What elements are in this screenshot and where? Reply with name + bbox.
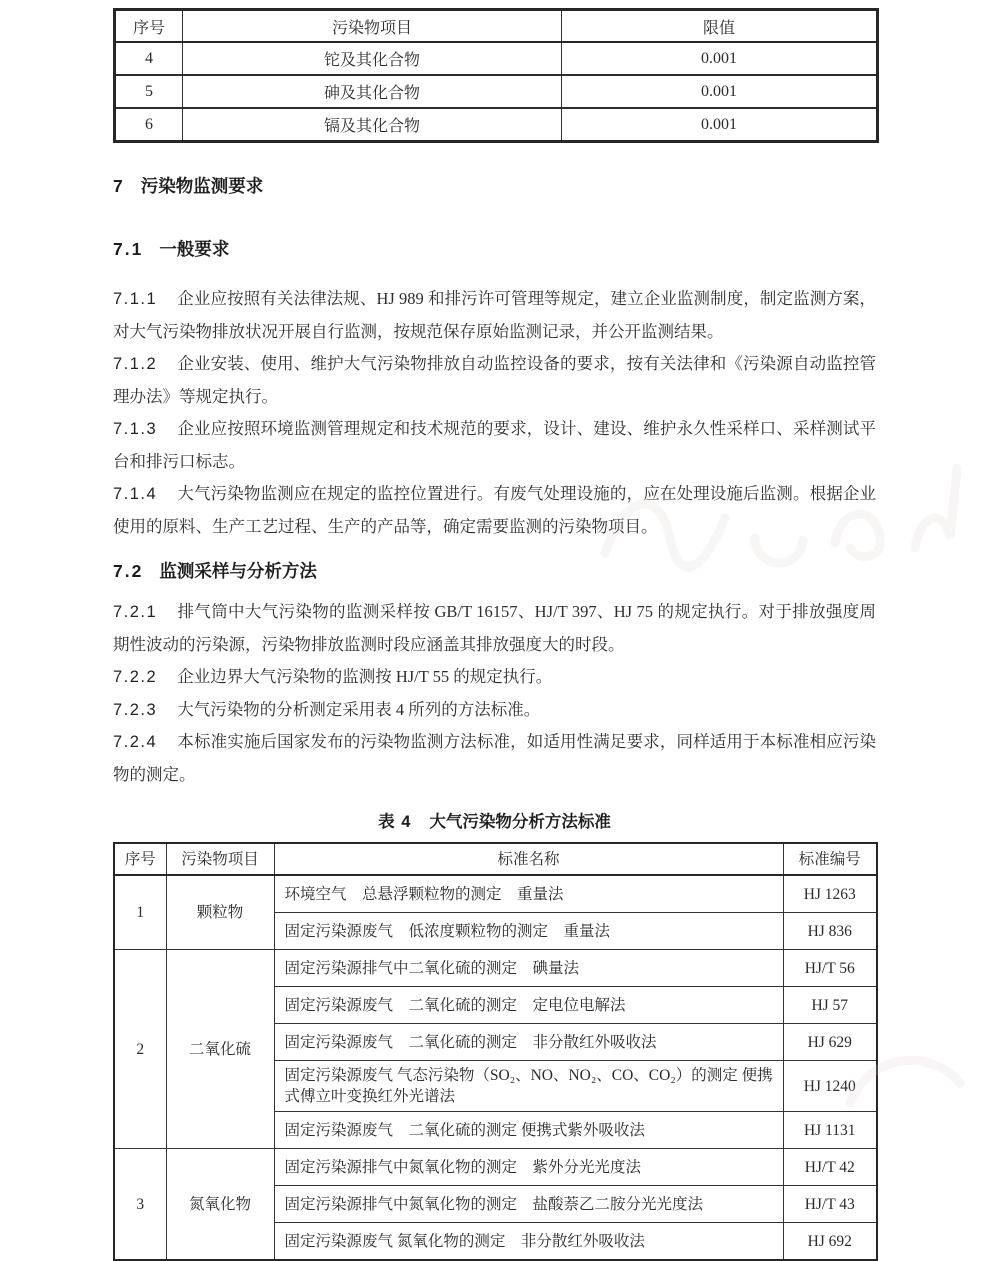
cell-standard-name: 固定污染源排气中氮氧化物的测定 盐酸萘乙二胺分光光度法 [274,1186,783,1223]
clause-text: 大气污染物的分析测定采用表 4 所列的方法标准。 [177,699,541,719]
col-header-no: 序号 [115,10,183,43]
clause-number: 7.1.1 [113,290,158,308]
clause-7-2-4 [113,726,876,791]
section-title: 监测采样与分析方法 [159,561,317,581]
cell-no: 6 [115,108,183,142]
table-row [115,108,878,142]
document-page [0,8,991,1250]
cell-standard-name: 固定污染源废气 低浓度颗粒物的测定 重量法 [274,913,783,950]
methods-header-row [114,843,877,875]
cell-standard-name: 固定污染源废气 二氧化硫的测定 定电位电解法 [274,987,783,1024]
clause-7-1-3 [113,413,876,478]
cell-no: 3 [114,1149,166,1261]
cell-limit: 0.001 [562,75,878,108]
section-number: 7 [113,176,125,196]
cell-standard-code: HJ 1240 [783,1061,877,1112]
col-header-limit: 限值 [562,10,878,43]
clause-text: 企业应按照环境监测管理规定和技术规范的要求，设计、建设、维护永久性采样口、采样测试平台和排污口标志。 [113,419,876,471]
cell-limit: 0.001 [562,42,878,75]
col-header-item: 污染物项目 [183,10,562,43]
col-header-standard-name: 标准名称 [274,843,783,875]
clause-7-2-3 [113,694,876,727]
col-header-item: 污染物项目 [166,843,274,875]
table-row [115,42,878,75]
cell-item: 砷及其化合物 [183,75,562,108]
cell-item: 二氧化硫 [166,950,274,1149]
table-row [114,950,877,987]
cell-standard-code: HJ 692 [783,1223,877,1261]
cell-standard-code: HJ 57 [783,987,877,1024]
clause-text: 大气污染物监测应在规定的监控位置进行。有废气处理设施的，应在处理设施后监测。根据企业使用的原料、生产工艺过程、生产的产品等，确定需要监测的污染物项目。 [113,484,876,536]
section-7-1-heading [113,236,876,261]
table-row [114,875,877,913]
pollutant-limits-table [113,8,879,143]
cell-standard-code: HJ/T 43 [783,1186,877,1223]
cell-standard-code: HJ/T 56 [783,950,877,987]
cell-no: 5 [115,75,183,108]
cell-standard-name: 固定污染源废气 二氧化硫的测定 便携式紫外吸收法 [274,1112,783,1149]
cell-standard-code: HJ 836 [783,913,877,950]
cell-limit: 0.001 [562,108,878,142]
table4-caption-title: 大气污染物分析方法标准 [429,813,611,831]
cell-standard-name: 环境空气 总悬浮颗粒物的测定 重量法 [274,875,783,913]
table-row [114,1149,877,1186]
cell-standard-name: 固定污染源废气 气态污染物（SO₂、NO、NO₂、CO、CO₂）的测定 便携式傅立叶变换红外光谱法 [274,1061,783,1112]
cell-no: 1 [114,875,166,950]
table4-caption [113,808,876,832]
cell-standard-code: HJ 1131 [783,1112,877,1149]
clause-7-1-4 [113,478,876,543]
table4-caption-label: 表 4 [378,813,412,831]
clause-text: 企业安装、使用、维护大气污染物排放自动监控设备的要求，按有关法律和《污染源自动监控管理办法》等规定执行。 [113,354,876,406]
clause-7-2-2 [113,661,876,694]
clause-text: 本标准实施后国家发布的污染物监测方法标准，如适用性满足要求，同样适用于本标准相应污染物的测定。 [113,732,876,784]
section-7-2-heading [113,558,876,583]
clause-number: 7.2.1 [113,603,158,621]
cell-standard-name: 固定污染源废气 氮氧化物的测定 非分散红外吸收法 [274,1223,783,1261]
cell-standard-code: HJ/T 42 [783,1149,877,1186]
limits-header-row [115,10,878,43]
clause-7-1-2 [113,348,876,413]
section-title: 污染物监测要求 [140,176,264,196]
clause-text: 排气筒中大气污染物的监测采样按 GB/T 16157、HJ/T 397、HJ 75 的规定执行。对于排放强度周期性波动的污染源，污染物排放监测时段应涵盖其排放强度大的时段。 [113,602,876,654]
clause-text: 企业边界大气污染物的监测按 HJ/T 55 的规定执行。 [177,667,553,686]
table-row [115,75,878,108]
clause-text: 企业应按照有关法律法规、HJ 989 和排污许可管理等规定，建立企业监测制度，制定监测方案，对大气污染物排放状况开展自行监测，按规范保存原始监测记录，并公开监测结果。 [113,289,876,341]
cell-item: 氮氧化物 [166,1149,274,1261]
section-7-heading [113,173,876,198]
clause-7-1-1 [113,283,876,348]
col-header-no: 序号 [114,843,166,875]
analysis-methods-table [113,842,878,1261]
cell-standard-code: HJ 629 [783,1024,877,1061]
clause-7-2-1 [113,596,876,661]
clause-number: 7.1.2 [113,355,158,373]
cell-item: 铊及其化合物 [183,42,562,75]
section-number: 7.2 [113,561,144,581]
cell-item: 颗粒物 [166,875,274,950]
section-number: 7.1 [113,239,144,259]
clause-number: 7.1.3 [113,420,158,438]
cell-no: 2 [114,950,166,1149]
cell-standard-name: 固定污染源排气中氮氧化物的测定 紫外分光光度法 [274,1149,783,1186]
clause-number: 7.2.3 [113,700,158,719]
cell-standard-name: 固定污染源排气中二氧化硫的测定 碘量法 [274,950,783,987]
col-header-standard-code: 标准编号 [783,843,877,875]
clause-number: 7.2.4 [113,733,158,751]
clause-number: 7.2.2 [113,668,158,686]
cell-standard-name: 固定污染源废气 二氧化硫的测定 非分散红外吸收法 [274,1024,783,1061]
clause-number: 7.1.4 [113,485,158,503]
cell-standard-code: HJ 1263 [783,875,877,913]
cell-no: 4 [115,42,183,75]
section-title: 一般要求 [159,239,230,259]
cell-item: 镉及其化合物 [183,108,562,142]
